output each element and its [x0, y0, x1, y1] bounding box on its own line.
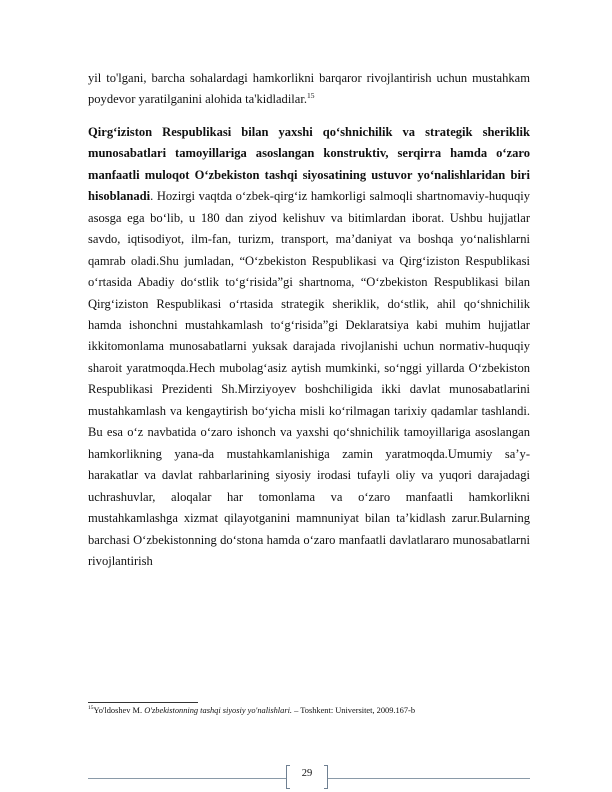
paragraph-2-body: . Hozirgi vaqtda o‘zbek-qirg‘iz hamkorligi salmoqli shartnomaviy-huquqiy asosga ega bo‘lib, u 180 dan ziyod kelishuv va bitimlardan iborat. Ushbu hujjatlar savdo, iqtisodiyot, ilm-fan, turizm, transport, ma’daniyat va boshqa yo‘nalishlarni qamrab oladi.Shu jumladan, “O‘zbekiston Respublikasi va Qirg‘iziston Respublikasi o‘rtasida Abadiy do‘stlik to‘g‘risida”gi shartnoma, “O‘zbekiston Respublikasi bilan Qirg‘iziston Respublikasi o‘rtasida strategik sheriklik, do‘stlik, ahil qo‘shnichilik hamda ishonchni mustahkamlash to‘g‘risida”gi Deklaratsiya kabi muhim hujjatlar ikkitomonlama munosabatlarni yuksak darajada rivojlanishi uchun normativ-huquqiy sharoit yaratmoqda.Hech mubolag‘asiz aytish mumkinki, so‘nggi yillarda O‘zbekiston Respublikasi Prezidenti Sh.Mirziyoyev boshchiligida ikki davlat munosabatlarini mustahkamlash va kengaytirish bo‘yicha misli ko‘rilmagan tarixiy qadamlar tashlandi. Bu esa o‘z navbatida o‘zaro ishonch va yaxshi qo‘shnichilik tamoyillariga asoslangan hamkorlikning yana-da mustahkamlanishiga zamin yaratmoqda.Umumiy sa’y-harakatlar va davlat rahbarlarining siyosiy irodasi tufayli oliy va yuqori darajadagi uchrashuvlar, aloqalar har tomonlama va o‘zaro manfaatli hamkorlikni mustahkamlashga xizmat qilayotganini mamnuniyat bilan ta’kidlash zarur.Bularning barchasi O‘zbekistonning do‘stona hamda o‘zaro manfaatli davlatlararo munosabatlarni rivojlantirish	[88, 189, 530, 568]
footer-rule-left	[88, 778, 286, 779]
footer-rule-right	[328, 778, 530, 779]
paragraph-1-text: yil to'lgani, barcha sohalardagi hamkorlikni barqaror rivojlantirish uchun mustahkam poydevor yaratilganini alohida ta'kidladilar.	[88, 71, 530, 107]
paragraph-2-bold-lead: Qirg‘iziston Respublikasi bilan yaxshi qo‘shnichilik va strategik sheriklik munosabatlari tamoyillariga asoslangan konstruktiv, serqirra hamda o‘zaro manfaatli muloqot O‘zbekiston tashqi siyosatining ustuvor yo‘nalishlaridan biri hisoblanadi	[88, 124, 530, 204]
footnote-publication: – Toshkent: Universitet, 2009.167-b	[292, 706, 416, 715]
footnote-title: O'zbekistonning tashqi siyosiy yo'nalishlari.	[144, 706, 293, 715]
paragraph-continuation	[88, 68, 530, 111]
page-footer	[88, 765, 530, 789]
document-body	[88, 68, 530, 572]
page-number: 29	[301, 768, 313, 779]
paragraph-main	[88, 122, 530, 573]
page-number-bracket-right	[324, 765, 328, 789]
footnote-number: 15	[88, 705, 94, 712]
footnote-reference: 15	[306, 91, 315, 101]
footnote	[88, 705, 530, 716]
footnote-author: Yo'ldoshev M.	[93, 706, 145, 715]
footnote-divider	[88, 702, 198, 703]
